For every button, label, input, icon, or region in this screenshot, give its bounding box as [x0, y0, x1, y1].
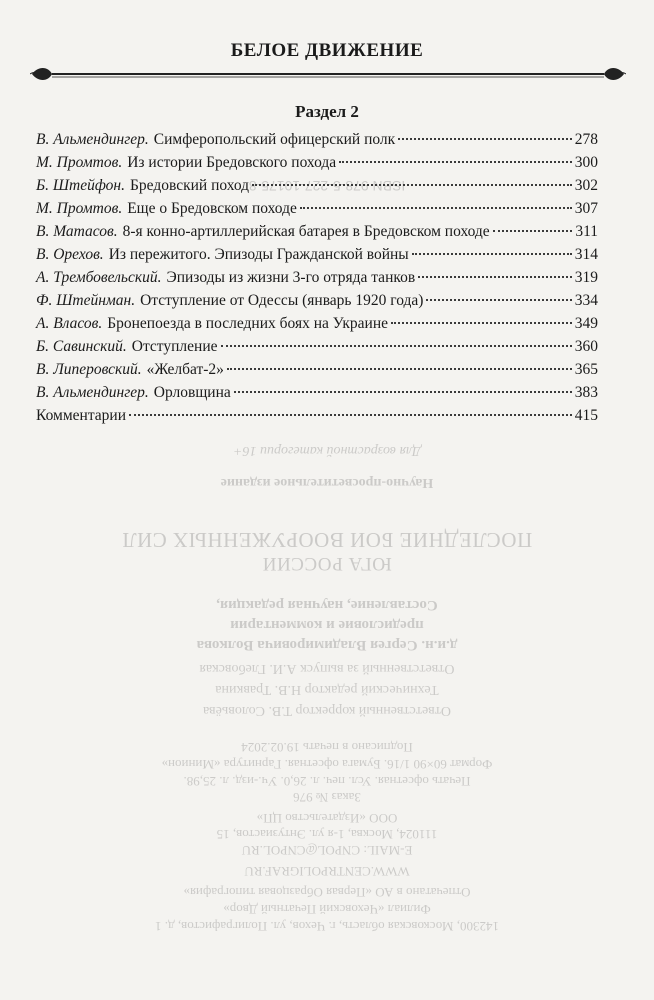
- toc-entry-author: М. Промтов.: [36, 200, 123, 217]
- toc-entry-author: В. Альмендингер.: [36, 131, 149, 148]
- toc-entry: [36, 384, 598, 407]
- dot-leader: [412, 253, 572, 255]
- toc-entry-page: 334: [574, 292, 598, 309]
- bleed-proofreader: Ответственный корректор Т.В. Соловьёва: [202, 703, 452, 718]
- toc-entry-title: «Желбат-2»: [146, 361, 224, 378]
- dot-leader: [300, 207, 572, 209]
- running-head-title: БЕЛОЕ ДВИЖЕНИЕ: [230, 40, 424, 61]
- bleed-publisher-line3: E-MAIL: CNPOL@CNPOL.RU: [241, 843, 413, 858]
- toc-entry-title: 8-я конно-артиллерийская батарея в Бредовском походе: [122, 223, 490, 240]
- bleed-book-title-line2: ЮГА РОССИИ: [262, 553, 392, 574]
- toc-entry-page: 307: [574, 200, 598, 217]
- toc-entry-author: М. Промтов.: [36, 154, 123, 171]
- toc-entry-author: Б. Штейфон.: [36, 177, 125, 194]
- toc-entry-title: Еще о Бредовском походе: [127, 200, 297, 217]
- toc-entry-author: В. Альмендингер.: [36, 384, 149, 401]
- toc-entry-page: 365: [574, 361, 598, 378]
- toc-entry-title: Из истории Бредовского похода: [127, 154, 337, 171]
- bleed-book-title-line1: ПОСЛЕДНИЕ БОИ ВООРУЖЕННЫХ СИЛ: [121, 528, 533, 552]
- bleed-responsible-editor: Ответственный за выпуск А.И. Глебовская: [199, 661, 455, 676]
- toc-entry-title: Комментарии: [36, 407, 126, 424]
- toc-entry-page: 311: [575, 223, 598, 240]
- dot-leader: [339, 161, 572, 163]
- toc-entry: [36, 154, 598, 177]
- toc-entry-title: Бредовский поход: [130, 177, 250, 194]
- dot-leader: [398, 138, 572, 140]
- toc-entry: [36, 315, 598, 338]
- toc-entry-page: 383: [574, 384, 598, 401]
- toc-entry-page: 360: [574, 338, 598, 355]
- bleed-isbn: ISBN 978-5-227-10175-8: [248, 178, 406, 194]
- dot-leader: [227, 368, 572, 370]
- toc-entry: [36, 200, 598, 223]
- bleed-print-line4: Заказ № 976: [293, 790, 361, 805]
- toc-entry-author: В. Матасов.: [36, 223, 118, 240]
- dot-leader: [129, 414, 572, 416]
- dot-leader: [391, 322, 572, 324]
- toc-entry-page: 415: [574, 407, 598, 424]
- bleed-age-category: Для возрастной категории 16+: [233, 443, 421, 458]
- toc-entry-author: Б. Савинский.: [36, 338, 127, 355]
- toc-entry-title: Из пережитого. Эпизоды Гражданской войны: [108, 246, 409, 263]
- toc-entry-title: Эпизоды из жизни 3-го отряда танков: [166, 269, 416, 286]
- bleed-print-line1: Подписано в печать 19.02.2024: [241, 740, 413, 755]
- toc-entry: [36, 338, 598, 361]
- toc-entry-page: 319: [574, 269, 598, 286]
- toc-entry-title: Бронепоезда в последних боях на Украине: [107, 315, 388, 332]
- toc-entry-comments: [36, 407, 598, 430]
- dot-leader: [418, 276, 572, 278]
- bleed-compiler-line3: д.и.н. Сергея Владимировича Волкова: [196, 637, 458, 653]
- bleed-publisher-line2: 111024, Москва, 1-я ул. Энтузиастов, 15: [216, 827, 438, 842]
- bleed-technical-editor: Технический редактор Н.В. Травкина: [215, 682, 439, 697]
- toc-entry-title: Орловщина: [153, 384, 231, 401]
- section-heading: Раздел 2: [295, 102, 359, 121]
- toc-entry-page: 314: [574, 246, 598, 263]
- toc-entry: [36, 246, 598, 269]
- dot-leader: [252, 184, 572, 186]
- toc-entry-author: В. Липеровский.: [36, 361, 142, 378]
- toc-entry-title: Симферопольский офицерский полк: [153, 131, 396, 148]
- bleed-printer-line2: Филиал «Чеховский Печатный Двор»: [223, 902, 431, 917]
- toc-entry: [36, 361, 598, 384]
- bleed-printer-line3: 142300, Московская область, г. Чехов, ул. Полиграфистов, д. 1: [155, 919, 500, 934]
- toc-entry-author: А. Власов.: [36, 315, 103, 332]
- toc-entry: [36, 177, 598, 200]
- bleed-edition-type: Научно-просветительное издание: [220, 475, 434, 490]
- bleed-printer-line1: Отпечатано в АО «Первая Образцовая типография»: [183, 885, 471, 900]
- table-of-contents: [36, 131, 598, 407]
- toc-entry-page: 278: [574, 131, 598, 148]
- bleed-compiler-line1: Составление, научная редакция,: [216, 597, 438, 613]
- bleed-print-line2: Формат 60×90 1/16. Бумага офсетная. Гарнитура «Минион»: [161, 757, 493, 772]
- bleed-publisher-line1: ООО «Издательство ЦП»: [256, 811, 398, 826]
- bleed-compiler-line2: предисловие и комментарии: [230, 617, 424, 633]
- dot-leader: [221, 345, 572, 347]
- dot-leader: [426, 299, 571, 301]
- toc-entry-author: Ф. Штейнман.: [36, 292, 136, 309]
- toc-entry-author: А. Трембовельский.: [36, 269, 162, 286]
- toc-entry: [36, 223, 598, 246]
- toc-entry: [36, 131, 598, 154]
- toc-entry-page: 300: [574, 154, 598, 171]
- dot-leader: [493, 230, 573, 232]
- dot-leader: [234, 391, 572, 393]
- ornamental-header-rule: [30, 64, 626, 84]
- toc-entry: [36, 269, 598, 292]
- bleed-website: WWW.CENTRPOLIGRAF.RU: [244, 864, 410, 879]
- toc-entry: [36, 292, 598, 315]
- toc-entry-title: Отступление от Одессы (январь 1920 года): [140, 292, 424, 309]
- toc-entry-author: В. Орехов.: [36, 246, 104, 263]
- toc-entry-page: 302: [574, 177, 598, 194]
- toc-entry-title: Отступление: [131, 338, 218, 355]
- toc-entry-page: 349: [574, 315, 598, 332]
- bleed-print-line3: Печать офсетная. Усл. печ. л. 26,0. Уч.-изд. л. 25,98.: [183, 774, 471, 789]
